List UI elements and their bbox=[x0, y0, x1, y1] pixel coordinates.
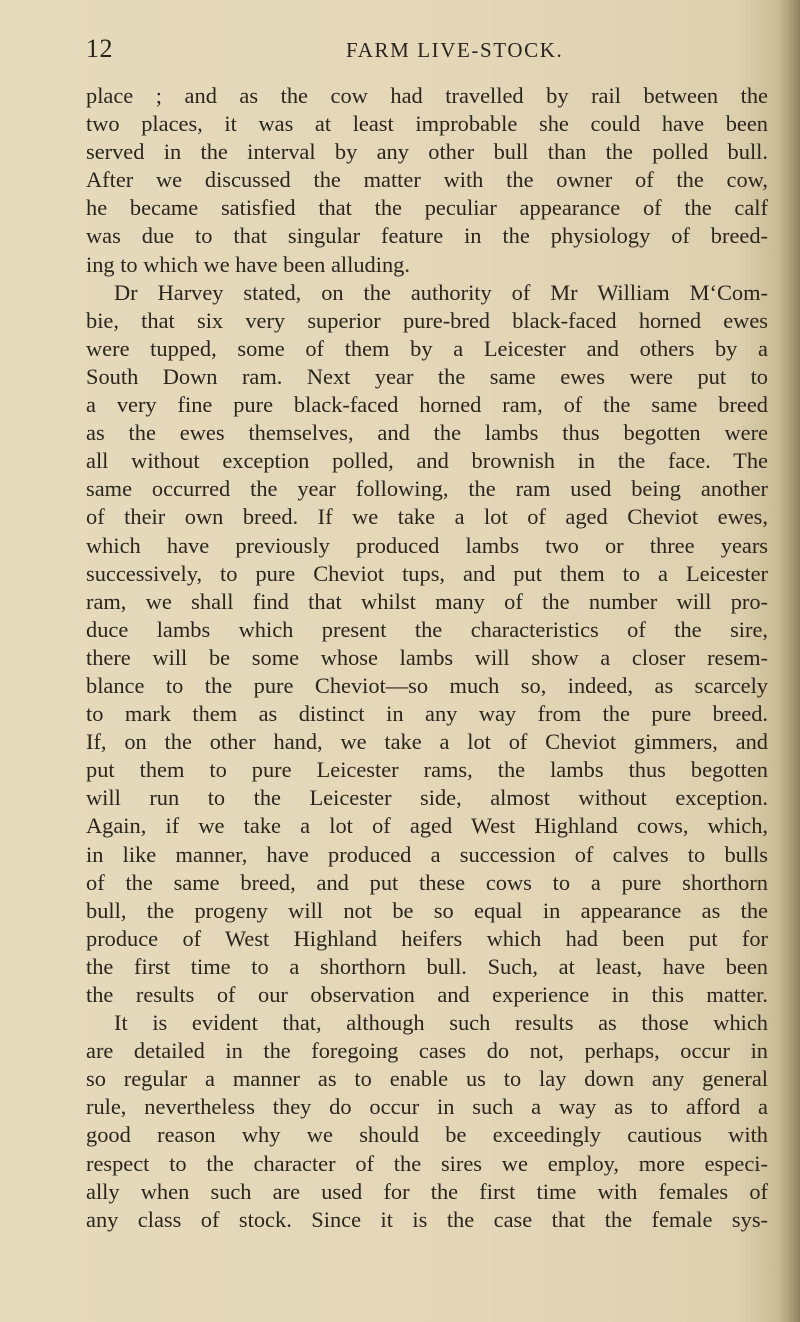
text-line: It is evident that, although such results as those which bbox=[114, 1010, 768, 1036]
running-head: FARM LIVE-STOCK. bbox=[346, 38, 564, 62]
text-line: produce of West Highland heifers which had been put for bbox=[86, 925, 768, 951]
text-line: of their own breed. If we take a lot of aged Cheviot ewes, bbox=[86, 504, 768, 530]
text-line: as the ewes themselves, and the lambs thus begotten were bbox=[86, 420, 768, 446]
text-line: put them to pure Leicester rams, the lambs thus begotten bbox=[86, 757, 768, 783]
text-line: ing to which we have been alluding. bbox=[86, 251, 410, 277]
text-line: to mark them as distinct in any way from the pure breed. bbox=[86, 701, 768, 727]
text-line: the first time to a shorthorn bull. Such, at least, have been bbox=[86, 953, 768, 979]
text-line: ram, we shall find that whilst many of the number will pro- bbox=[86, 588, 768, 614]
text-line: any class of stock. Since it is the case that the female sys- bbox=[86, 1206, 768, 1232]
text-line: After we discussed the matter with the owner of the cow, bbox=[86, 167, 768, 193]
text-line: bie, that six very superior pure-bred black-faced horned ewes bbox=[86, 307, 768, 333]
text-line: two places, it was at least improbable she could have been bbox=[86, 111, 768, 137]
page-number: 12 bbox=[86, 34, 113, 63]
page-header bbox=[0, 34, 800, 74]
text-line: ally when such are used for the first time with females of bbox=[86, 1178, 768, 1204]
text-line: a very fine pure black-faced horned ram, of the same breed bbox=[86, 392, 768, 418]
text-line: respect to the character of the sires we employ, more especi- bbox=[86, 1150, 768, 1176]
text-line: Again, if we take a lot of aged West Highland cows, which, bbox=[86, 813, 768, 839]
text-line: successively, to pure Cheviot tups, and put them to a Leicester bbox=[86, 560, 768, 586]
text-line: served in the interval by any other bull than the polled bull. bbox=[86, 139, 768, 165]
text-line: place ; and as the cow had travelled by rail between the bbox=[86, 83, 768, 108]
text-line: the results of our observation and experience in this matter. bbox=[86, 982, 768, 1007]
text-line: all without exception polled, and brownish in the face. The bbox=[86, 448, 768, 474]
text-line: so regular a manner as to enable us to lay down any general bbox=[86, 1066, 768, 1092]
text-line: was due to that singular feature in the physiology of breed- bbox=[86, 223, 768, 249]
page-edge-shadow bbox=[778, 0, 800, 1322]
text-line: he became satisfied that the peculiar appearance of the calf bbox=[86, 195, 768, 221]
text-line: there will be some whose lambs will show a closer resem- bbox=[86, 644, 768, 670]
text-line: in like manner, have produced a succession of calves to bulls bbox=[86, 841, 768, 867]
text-line: If, on the other hand, we take a lot of Cheviot gimmers, and bbox=[86, 729, 768, 755]
text-line: of the same breed, and put these cows to a pure shorthorn bbox=[86, 869, 768, 895]
text-line: duce lambs which present the characteristics of the sire, bbox=[86, 616, 768, 642]
text-line: rule, nevertheless they do occur in such a way as to afford a bbox=[86, 1094, 768, 1120]
text-line: are detailed in the foregoing cases do not, perhaps, occur in bbox=[86, 1038, 768, 1064]
text-line: will run to the Leicester side, almost without exception. bbox=[86, 785, 768, 811]
text-line: were tupped, some of them by a Leicester and others by a bbox=[86, 335, 768, 361]
text-line: blance to the pure Cheviot—so much so, indeed, as scarcely bbox=[86, 672, 768, 698]
text-line: bull, the progeny will not be so equal in appearance as the bbox=[86, 897, 768, 923]
text-line: same occurred the year following, the ram used being another bbox=[86, 476, 768, 502]
text-line: Dr Harvey stated, on the authority of Mr William M‘Com- bbox=[114, 279, 768, 305]
body-text bbox=[86, 82, 768, 1234]
text-line: which have previously produced lambs two or three years bbox=[86, 532, 768, 558]
text-line: South Down ram. Next year the same ewes were put to bbox=[86, 363, 768, 389]
text-line: good reason why we should be exceedingly cautious with bbox=[86, 1122, 768, 1148]
